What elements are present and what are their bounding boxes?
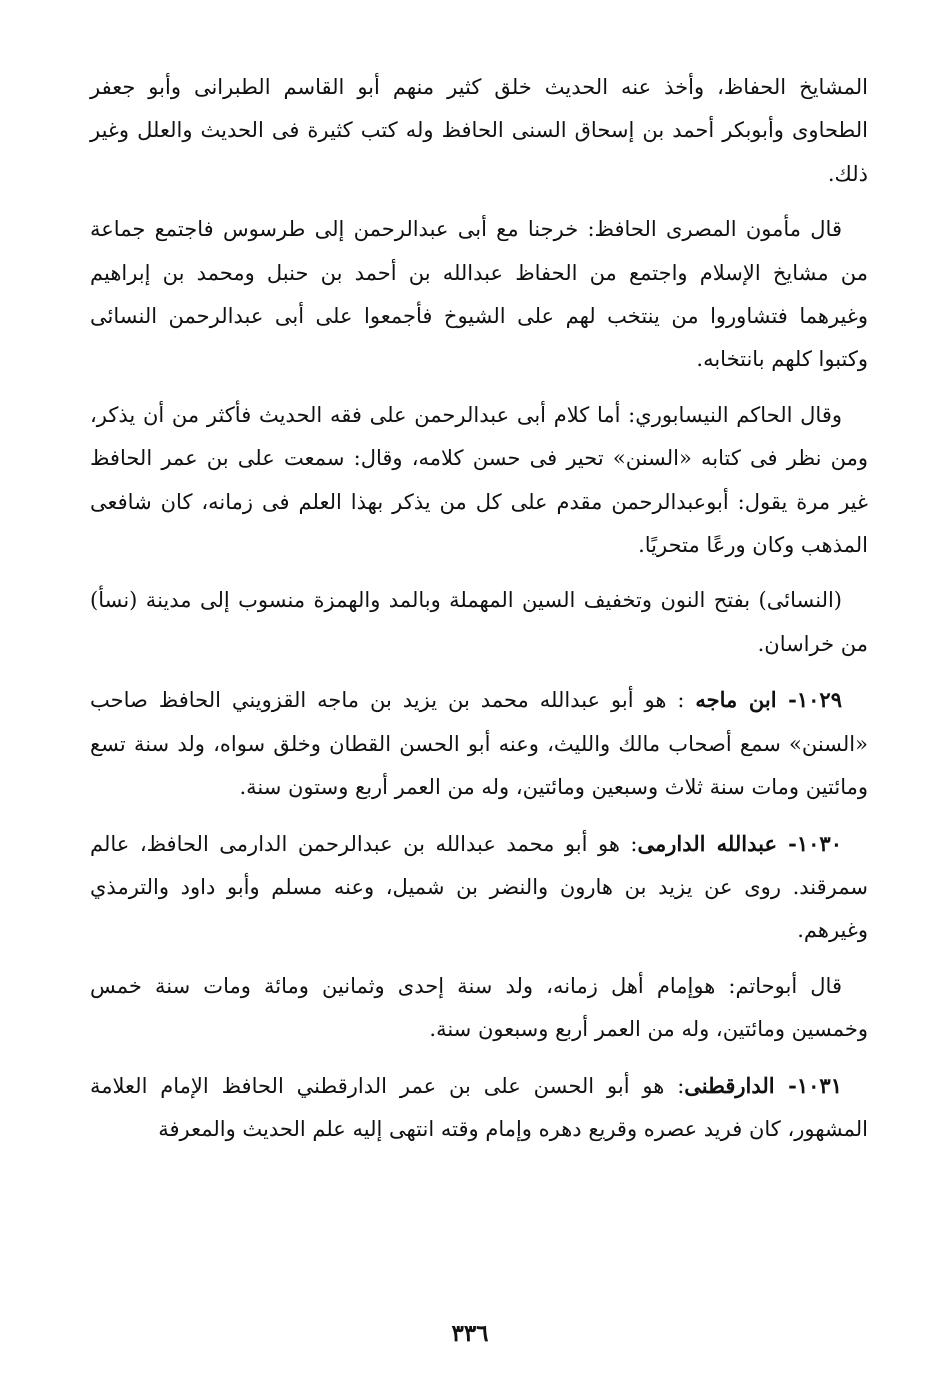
entry-1031-heading: ١٠٣١- الدارقطنى: [684, 1072, 842, 1098]
entry-1029-heading: ١٠٢٩- ابن ماجه: [695, 687, 842, 713]
entry-1030: [90, 822, 868, 953]
paragraph-7-text: قال أبوحاتم: هوإمام أهل زمانه، ولد سنة إحدى وثمانين ومائة ومات سنة خمس وخمسين ومائتين، وله من العمر أربع وسبعون سنة.: [90, 973, 868, 1042]
entry-1030-text: : هو أبو محمد عبدالله بن عبدالرحمن الدارمى الحافظ، عالم سمرقند. روى عن يزيد بن هارون والنضر بن شميل، وعنه مسلم وأبو داود والترمذي وغيرهم.: [90, 831, 869, 943]
paragraph-2: [90, 208, 868, 382]
paragraph-1-text: المشايخ الحفاظ، وأخذ عنه الحديث خلق كثير منهم أبو القاسم الطبرانى وأبو جعفر الطحاوى وأبوبكر أحمد بن إسحاق السنى الحافظ وله كتب كثيرة فى الحديث والعلل وغير ذلك.: [90, 75, 868, 186]
page-body: [90, 66, 868, 1163]
entry-1031: [90, 1064, 868, 1152]
paragraph-3-text: وقال الحاكم النيسابوري: أما كلام أبى عبدالرحمن على فقه الحديث فأكثر من أن يذكر، ومن نظر فى كتابه «السنن» تحير فى حسن كلامه، وقال: سمعت على بن عمر الحافظ غير مرة يقول: أبوعبدالرحمن مقدم على كل من يذكر بهذا العلم فى زمانه، كان شافعى المذهب وكان ورعًا متحريًا.: [90, 402, 868, 558]
paragraph-1: [90, 66, 868, 196]
entry-1029: [90, 678, 868, 809]
paragraph-3: [90, 394, 868, 568]
paragraph-2-text: قال مأمون المصرى الحافظ: خرجنا مع أبى عبدالرحمن إلى طرسوس فاجتمع جماعة من مشايخ الإسلام واجتمع من الحفاظ عبدالله بن أحمد بن حنبل ومحمد بن إبراهيم وغيرهما فتشاوروا من ينتخب لهم على الشيوخ فأجمعوا على أبى عبدالرحمن النسائى وكتبوا كلهم بانتخابه.: [90, 217, 868, 372]
entry-1031-text: : هو أبو الحسن على بن عمر الدارقطني الحافظ الإمام العلامة المشهور، كان فريد عصره وقريع دهره وإمام وقته انتهى إليه علم الحديث والمعرفة: [90, 1073, 868, 1141]
page-number: ٣٣٦: [451, 1320, 489, 1347]
paragraph-4: [90, 579, 868, 666]
entry-1029-text: : هو أبو عبدالله محمد بن يزيد بن ماجه القزويني الحافظ صاحب «السنن» سمع أصحاب مالك والليث، وعنه أبو الحسن القطان وخلق سواه، ولد سنة تسع ومائتين ومات سنة ثلاث وسبعين ومائتين، وله من العمر أربع وستون سنة.: [90, 688, 868, 800]
paragraph-7: [90, 965, 868, 1052]
entry-1030-heading: ١٠٣٠- عبدالله الدارمى: [637, 830, 842, 856]
paragraph-4-text: (النسائى) بفتح النون وتخفيف السين المهملة وبالمد والهمزة منسوب إلى مدينة (نسأ) من خراسان.: [90, 588, 868, 656]
